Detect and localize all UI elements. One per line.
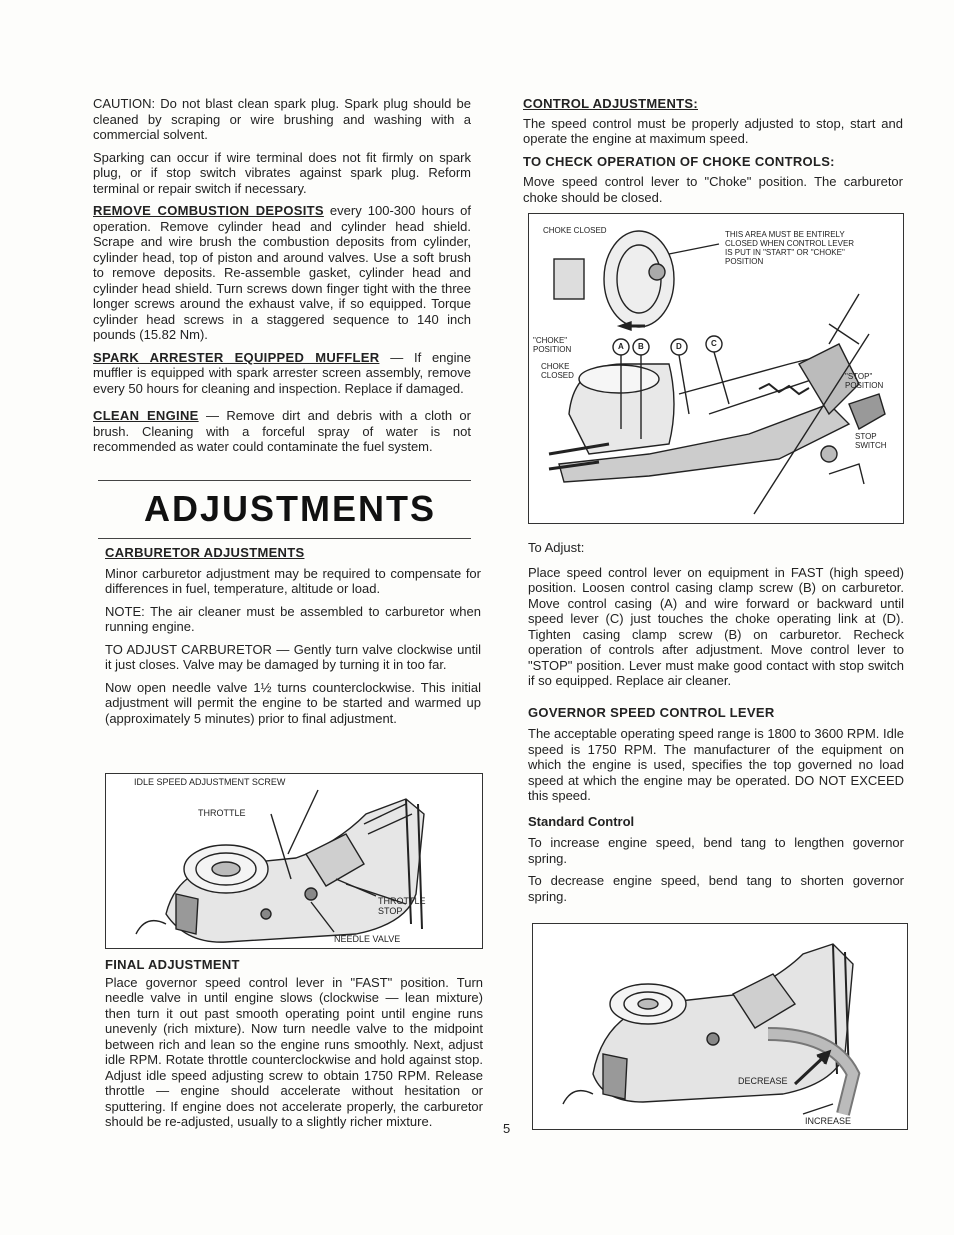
decrease-speed-text: To decrease engine speed, bend tang to shorten governor spring.	[528, 873, 904, 904]
clean-engine-paragraph	[93, 408, 471, 455]
to-adjust-body: Place speed control lever on equipment in FAST (high speed) position. Loosen control casing clamp screw (B) on carburetor. Move control casing (A) and wire forward or backward until speed lever (C) just touches the choke operating link at (D). Tighten casing clamp screw (B) on carburetor. Recheck operation of controls after adjustment. Move control lever to "STOP" position. Lever must make good contact with stop switch if so equipped. Replace air cleaner.	[528, 564, 904, 688]
to-adjust-heading: To Adjust:	[528, 540, 585, 555]
stop-position-label: "STOP" POSITION	[845, 372, 884, 390]
choke-heading-line	[523, 154, 903, 170]
carburetor-figure	[105, 773, 483, 949]
remove-deposits-paragraph	[93, 203, 471, 343]
carburetor-needle-paragraph: Now open needle valve 1½ turns counterclockwise. This initial adjustment will permit the engine to be started and warmed up (approximately 5 minutes) prior to final adjustment.	[105, 679, 481, 726]
carburetor-heading-line	[105, 545, 481, 561]
choke-controls-figure	[528, 213, 904, 524]
governor-body: The acceptable operating speed range is 1800 to 3600 RPM. Idle speed is 1750 RPM. The manufacturer of the equipment on which the engine is used, specifies the top governed no load speed at which the engine may be operated. DO NOT EXCEED this speed.	[528, 726, 904, 803]
governor-heading: GOVERNOR SPEED CONTROL LEVER	[528, 704, 775, 720]
callout-c: C	[711, 339, 717, 348]
choke-position-label: "CHOKE" POSITION	[533, 336, 572, 354]
remove-deposits-body: every 100-300 hours of operation. Remove cylinder head and cylinder head shield. Scrape and wire brush the combustion deposits from cylinder, cylinder head, top of piston and around valves. Use a soft brush to remove deposits. Re-assemble gasket, cylinder head and cylinder head shield. Turn screws down finger tight with the three longer screws around the exhaust valve, if so equipped. Torque cylinder head screws in a staggered sequence to 140 inch pounds (15.82 Nm).	[93, 203, 471, 342]
choke-controls-body: Move speed control lever to "Choke" position. The carburetor choke should be closed.	[523, 174, 903, 205]
callout-a: A	[618, 342, 624, 351]
area-note-label: THIS AREA MUST BE ENTIRELY CLOSED WHEN CONTROL LEVER IS PUT IN "START" OR "CHOKE" POSITION	[725, 230, 855, 266]
right-column-top	[523, 96, 903, 212]
idle-speed-screw-label: IDLE SPEED ADJUSTMENT SCREW	[134, 777, 286, 787]
clean-engine-heading: CLEAN ENGINE	[93, 408, 199, 423]
stop-switch-label: STOP SWITCH	[855, 432, 887, 450]
spark-arrester-heading: SPARK ARRESTER EQUIPPED MUFFLER	[93, 349, 380, 365]
spark-arrester-paragraph	[93, 350, 471, 397]
carburetor-paragraph-1: Minor carburetor adjustment may be required to compensate for differences in fuel, temperature, altitude or load.	[105, 565, 481, 596]
decrease-label: DECREASE	[738, 1076, 788, 1086]
final-adjustment-heading: FINAL ADJUSTMENT	[105, 957, 240, 972]
control-adjustments-body: The speed control must be properly adjusted to stop, start and operate the engine at maximum speed.	[523, 115, 903, 146]
right-column-bottom	[528, 540, 904, 911]
governor-heading-line	[528, 705, 904, 721]
increase-speed-text: To increase engine speed, bend tang to lengthen governor spring.	[528, 835, 904, 866]
control-heading-line	[523, 96, 903, 112]
section-bottom-rule	[98, 538, 471, 539]
adjustments-title: ADJUSTMENTS	[144, 488, 437, 529]
choke-closed-top-label: CHOKE CLOSED	[543, 226, 607, 235]
final-adjustment-section	[105, 957, 483, 1137]
left-column-carburetor	[105, 545, 481, 733]
remove-deposits-heading: REMOVE COMBUSTION DEPOSITS	[93, 203, 324, 218]
throttle-stop-label: THROTTLE STOP	[378, 896, 426, 916]
choke-closed-side-label: CHOKE CLOSED	[541, 362, 574, 380]
needle-valve-label: NEEDLE VALVE	[334, 934, 401, 944]
carburetor-to-adjust: TO ADJUST CARBURETOR — Gently turn valve clockwise until it just closes. Valve may be damaged by turning it in too far.	[105, 641, 481, 672]
final-adjustment-body: Place governor speed control lever in "FAST" position. Turn needle valve in until engine slows (clockwise — lean mixture) then turn it out past smooth operating point until engine runs unevenly (rich mixture). Now turn needle valve to the midpoint between rich and lean so the engine runs smoothly. Next, adjust idle RPM. Rotate throttle counterclockwise and hold against stop. Adjust idle speed adjusting screw to obtain 1750 RPM. Release throttle — engine should accelerate without hesitation or sputtering. If engine does not accelerate properly, the carburetor should be re-adjusted, usually to a slightly richer mixture.	[105, 974, 483, 1129]
control-adjustments-heading: CONTROL ADJUSTMENTS:	[523, 96, 698, 111]
page-number: 5	[503, 1121, 511, 1136]
callout-d: D	[676, 342, 682, 351]
callout-b: B	[638, 342, 644, 351]
caution-paragraph: CAUTION: Do not blast clean spark plug. Spark plug should be cleaned by scraping or wire brushing and washing with a commercial solvent.	[93, 96, 471, 142]
governor-figure	[532, 923, 908, 1130]
standard-control-heading: Standard Control	[528, 813, 635, 829]
choke-controls-heading: TO CHECK OPERATION OF CHOKE CONTROLS:	[523, 153, 835, 169]
left-column-top	[93, 96, 471, 462]
governor-illustration	[533, 924, 907, 1129]
section-top-rule	[98, 480, 471, 481]
spark-arrester-body: — If engine muffler is equipped with spark arrester screen assembly, remove every 50 hours for cleaning and inspection. Replace if damaged.	[93, 349, 471, 396]
final-adjustment-heading-line	[105, 957, 483, 973]
throttle-label: THROTTLE	[198, 808, 246, 818]
clean-engine-body: — Remove dirt and debris with a cloth or brush. Cleaning with a forceful spray of water is not recommended as water could contaminate the fuel system.	[93, 408, 471, 454]
increase-label: INCREASE	[805, 1116, 852, 1126]
carburetor-illustration	[106, 774, 482, 948]
sparking-paragraph: Sparking can occur if wire terminal does not fit firmly on spark plug, or if stop switch vibrates against spark plug. Reform terminal or repair switch if necessary.	[93, 149, 471, 196]
carburetor-note: NOTE: The air cleaner must be assembled to carburetor when running engine.	[105, 603, 481, 634]
carburetor-adjustments-heading: CARBURETOR ADJUSTMENTS	[105, 545, 305, 560]
